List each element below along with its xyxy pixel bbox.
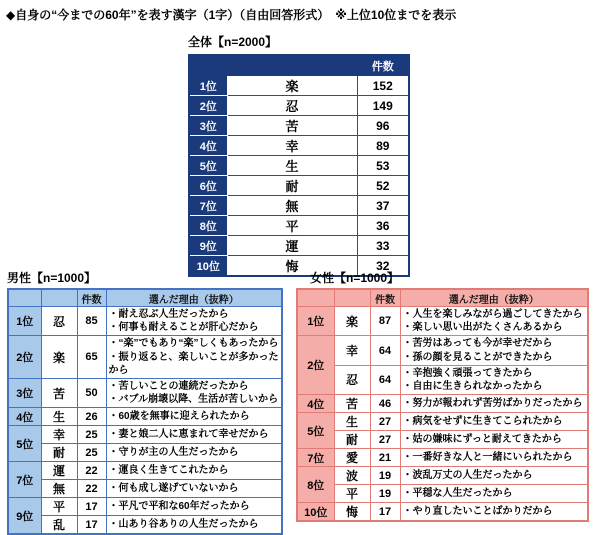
rank-cell: 9位 [189, 236, 227, 256]
kanji-cell: 楽 [227, 76, 357, 96]
male-table-row [8, 307, 282, 336]
reason-cell [400, 336, 588, 365]
reason-line: ・病気をせずに生きてこられたから [402, 416, 563, 428]
reason-line: ・何事も耐えることが肝心だから [108, 322, 259, 334]
male-table-row [8, 426, 282, 444]
count-cell: 37 [357, 196, 409, 216]
female-table-row [297, 431, 588, 449]
count-cell: 152 [357, 76, 409, 96]
kanji-cell: 無 [41, 480, 77, 498]
female-table-row [297, 413, 588, 431]
reason-line: ・人生を楽しみながら過ごしてきたから [402, 309, 583, 320]
rank-cell: 5位 [297, 413, 334, 449]
reason-line: ・何も成し遂げていないから [108, 483, 239, 495]
count-cell: 65 [77, 336, 106, 379]
kanji-cell: 幸 [227, 136, 357, 156]
count-cell: 64 [370, 365, 400, 394]
blank-header-cell [297, 289, 334, 307]
reason-line: ・妻と娘二人に恵まれて幸せだから [108, 429, 269, 441]
count-cell: 27 [370, 413, 400, 431]
rank-cell: 1位 [297, 307, 334, 336]
count-cell: 17 [77, 498, 106, 516]
kanji-cell: 生 [334, 413, 370, 431]
reason-line: ・山あり谷ありの人生だったから [108, 519, 259, 531]
reason-line: ・耐え忍ぶ人生だったから [108, 309, 229, 320]
female-table-row [297, 395, 588, 413]
rank-cell: 9位 [8, 498, 41, 535]
overall-table-row [189, 236, 409, 256]
reason-line: ・楽しい思い出がたくさんあるから [402, 322, 563, 334]
reason-cell [106, 516, 282, 535]
overall-table-row [189, 156, 409, 176]
rank-cell: 4位 [297, 395, 334, 413]
rank-cell: 8位 [189, 216, 227, 236]
reason-line: ・平穏な人生だったから [402, 488, 513, 500]
kanji-cell: 耐 [41, 444, 77, 462]
kanji-cell: 忍 [334, 365, 370, 394]
reason-cell [400, 449, 588, 467]
male-header-row [8, 289, 282, 307]
count-column-header: 件数 [370, 289, 400, 307]
kanji-cell: 生 [41, 408, 77, 426]
reason-cell [400, 365, 588, 394]
rank-cell: 7位 [8, 462, 41, 498]
rank-cell: 7位 [189, 196, 227, 216]
count-cell: 32 [357, 256, 409, 277]
kanji-cell: 生 [227, 156, 357, 176]
reason-cell [400, 431, 588, 449]
reason-line: ・自由に生きられなかったから [402, 380, 543, 392]
count-cell: 149 [357, 96, 409, 116]
kanji-cell: 楽 [334, 307, 370, 336]
rank-cell: 2位 [297, 336, 334, 395]
rank-cell: 6位 [189, 176, 227, 196]
count-cell: 50 [77, 378, 106, 407]
kanji-cell: 苦 [227, 116, 357, 136]
male-table-row [8, 444, 282, 462]
rank-cell: 3位 [189, 116, 227, 136]
count-cell: 25 [77, 426, 106, 444]
page-title: ◆自身の“今までの60年”を表す漢字（1字）（自由回答形式） ※上位10位までを表示 [6, 8, 457, 22]
female-table-row [297, 307, 588, 336]
kanji-cell: 忍 [41, 307, 77, 336]
reason-line: ・辛抱強く頑張ってきたから [402, 367, 533, 379]
count-cell: 26 [77, 408, 106, 426]
kanji-cell: 無 [227, 196, 357, 216]
kanji-cell: 乱 [41, 516, 77, 535]
count-cell: 64 [370, 336, 400, 365]
blank-header-cell [8, 289, 41, 307]
reason-cell [400, 307, 588, 336]
rank-cell: 4位 [189, 136, 227, 156]
reason-cell [106, 444, 282, 462]
reason-line: ・姑の嫌味にずっと耐えてきたから [402, 434, 562, 446]
reason-line: ・苦労はあっても今が幸せだから [402, 338, 553, 350]
overall-table-row [189, 196, 409, 216]
reason-cell [106, 336, 282, 379]
rank-cell: 3位 [8, 378, 41, 407]
count-cell: 87 [370, 307, 400, 336]
rank-cell: 10位 [189, 256, 227, 277]
kanji-cell: 楽 [41, 336, 77, 379]
count-cell: 52 [357, 176, 409, 196]
count-column-header: 件数 [357, 55, 409, 76]
reason-cell [400, 467, 588, 485]
count-cell: 21 [370, 449, 400, 467]
reason-cell [106, 498, 282, 516]
count-cell: 22 [77, 462, 106, 480]
count-cell: 33 [357, 236, 409, 256]
kanji-cell: 平 [227, 216, 357, 236]
male-table-row [8, 378, 282, 407]
female-table-row [297, 449, 588, 467]
male-table-row [8, 408, 282, 426]
count-cell: 17 [77, 516, 106, 535]
count-cell: 25 [77, 444, 106, 462]
kanji-cell: 忍 [227, 96, 357, 116]
count-cell: 89 [357, 136, 409, 156]
blank-header-cell [41, 289, 77, 307]
male-table-row [8, 498, 282, 516]
reason-cell [400, 485, 588, 503]
female-table-row [297, 336, 588, 365]
female-table-row [297, 503, 588, 522]
male-ranking-table [7, 288, 283, 535]
male-table-label: 男性【n=1000】 [7, 271, 97, 285]
kanji-cell: 悔 [227, 256, 357, 277]
kanji-cell: 苦 [41, 378, 77, 407]
reason-cell [400, 395, 588, 413]
reason-line: ・波乱万丈の人生だったから [402, 470, 533, 482]
reason-cell [106, 426, 282, 444]
reason-line: ・60歳を無事に迎えられたから [108, 411, 250, 423]
count-cell: 27 [370, 431, 400, 449]
male-table-row [8, 462, 282, 480]
female-table-label: 女性【n=1000】 [310, 271, 400, 285]
reason-cell [106, 480, 282, 498]
kanji-cell: 苦 [334, 395, 370, 413]
reason-column-header: 選んだ理由（抜粋） [106, 289, 282, 307]
kanji-cell: 幸 [41, 426, 77, 444]
count-cell: 19 [370, 467, 400, 485]
reason-column-header: 選んだ理由（抜粋） [400, 289, 588, 307]
rank-cell: 5位 [189, 156, 227, 176]
kanji-cell: 悔 [334, 503, 370, 522]
female-table-row [297, 365, 588, 394]
overall-table-label: 全体【n=2000】 [188, 35, 278, 49]
reason-line: ・努力が報われず苦労ばかりだったから [402, 398, 583, 410]
overall-table-row [189, 216, 409, 236]
count-cell: 22 [77, 480, 106, 498]
rank-cell: 7位 [297, 449, 334, 467]
count-cell: 96 [357, 116, 409, 136]
count-cell: 36 [357, 216, 409, 236]
rank-cell: 1位 [8, 307, 41, 336]
reason-line: ・振り返ると、楽しいことが多かったから [108, 351, 279, 376]
rank-cell: 8位 [297, 467, 334, 503]
reason-cell [106, 462, 282, 480]
reason-cell [400, 413, 588, 431]
reason-line: ・やり直したいことばかりだから [402, 506, 553, 518]
count-cell: 46 [370, 395, 400, 413]
female-ranking-table [296, 288, 589, 522]
rank-cell: 1位 [189, 76, 227, 96]
count-column-header: 件数 [77, 289, 106, 307]
blank-header-cell [334, 289, 370, 307]
overall-table-row [189, 136, 409, 156]
overall-ranking-table [188, 54, 410, 277]
kanji-cell: 波 [334, 467, 370, 485]
reason-cell [106, 408, 282, 426]
reason-line: ・バブル崩壊以降、生活が苦しいから [108, 394, 279, 406]
female-header-row [297, 289, 588, 307]
reason-line: ・守りが主の人生だったから [108, 447, 239, 459]
rank-cell: 4位 [8, 408, 41, 426]
reason-line: ・孫の顔を見ることができたから [402, 351, 553, 363]
overall-header-row [189, 55, 409, 76]
rank-cell: 2位 [189, 96, 227, 116]
kanji-cell: 運 [227, 236, 357, 256]
reason-line: ・平凡で平和な60年だったから [108, 501, 250, 513]
reason-cell [106, 378, 282, 407]
kanji-cell: 耐 [227, 176, 357, 196]
rank-cell: 5位 [8, 426, 41, 462]
kanji-cell: 平 [334, 485, 370, 503]
female-table-row [297, 467, 588, 485]
blank-header-cell [227, 55, 357, 76]
overall-table-row [189, 176, 409, 196]
kanji-cell: 愛 [334, 449, 370, 467]
kanji-cell: 運 [41, 462, 77, 480]
reason-line: ・運良く生きてこれたから [108, 465, 229, 477]
count-cell: 19 [370, 485, 400, 503]
overall-table-row [189, 96, 409, 116]
male-table-row [8, 480, 282, 498]
reason-line: ・苦しいことの連続だったから [108, 380, 249, 392]
reason-line: ・一番好きな人と一緒にいられたから [402, 452, 573, 464]
rank-cell: 2位 [8, 336, 41, 379]
male-table-row [8, 516, 282, 535]
count-cell: 85 [77, 307, 106, 336]
reason-cell [106, 307, 282, 336]
kanji-cell: 幸 [334, 336, 370, 365]
kanji-cell: 平 [41, 498, 77, 516]
count-cell: 53 [357, 156, 409, 176]
overall-table-row [189, 116, 409, 136]
rank-cell: 10位 [297, 503, 334, 522]
blank-header-cell [189, 55, 227, 76]
reason-cell [400, 503, 588, 522]
male-table-row [8, 336, 282, 379]
kanji-cell: 耐 [334, 431, 370, 449]
reason-line: ・“楽”でもあり“楽”しくもあったから [108, 338, 279, 350]
female-table-row [297, 485, 588, 503]
overall-table-row [189, 76, 409, 96]
count-cell: 17 [370, 503, 400, 522]
